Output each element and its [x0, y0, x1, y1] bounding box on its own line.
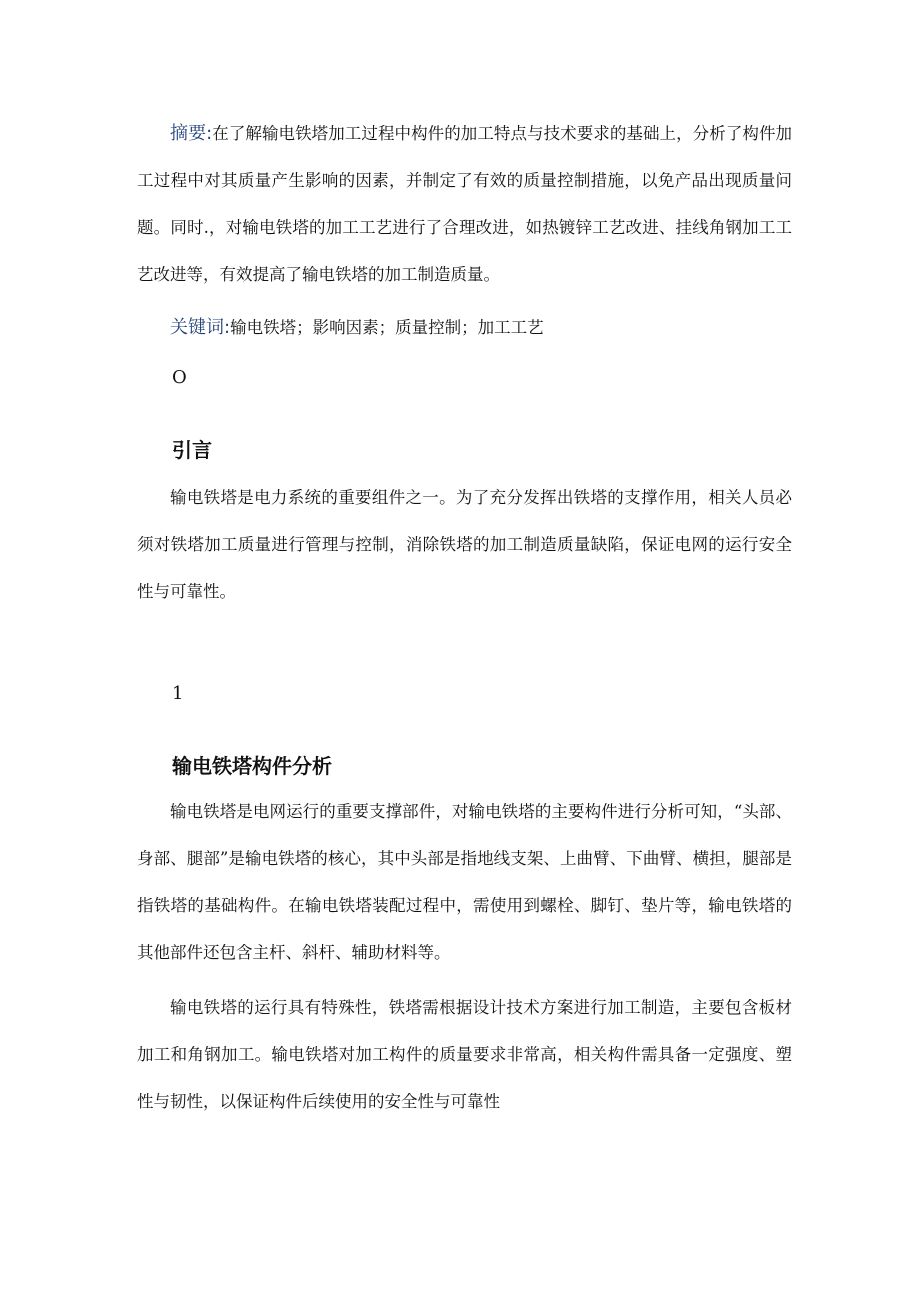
abstract-block [137, 110, 792, 298]
intro-block [137, 474, 792, 615]
keywords-text: 输电铁塔；影响因素；质量控制；加工工艺 [230, 318, 544, 337]
keywords-colon: : [224, 317, 231, 338]
abstract-label: 摘要 [170, 123, 207, 144]
section1-paragraph-1: 输电铁塔是电网运行的重要支撑部件，对输电铁塔的主要构件进行分析可知，“头部、身部、腿部”是输电铁塔的核心，其中头部是指地线支架、上曲臂、下曲臂、横担，腿部是指铁塔的基础构件。在输电铁塔装配过程中，需使用到螺栓、脚钉、垫片等，输电铁塔的其他部件还包含主杆、斜杆、辅助材料等。 [137, 802, 792, 962]
section1-heading: 输电铁塔构件分析 [172, 754, 332, 778]
intro-paragraph: 输电铁塔是电力系统的重要组件之一。为了充分发挥出铁塔的支撑作用，相关人员必须对铁塔加工质量进行管理与控制，消除铁塔的加工制造质量缺陷，保证电网的运行安全性与可靠性。 [137, 488, 792, 601]
intro-heading: 引言 [172, 438, 212, 462]
marker-o: O [172, 367, 187, 388]
abstract-text: 在了解输电铁塔加工过程中构件的加工特点与技术要求的基础上，分析了构件加工过程中对其质量产生影响的因素，并制定了有效的质量控制措施，以免产品出现质量问题。同时.，对输电铁塔的加工工艺进行了合理改进，如热镀锌工艺改进、挂线角钢加工工艺改进等，有效提高了输电铁塔的加工制造质量。 [137, 124, 793, 284]
keywords-paragraph [137, 304, 792, 351]
section1-paragraph-2: 输电铁塔的运行具有特殊性，铁塔需根据设计技术方案进行加工制造，主要包含板材加工和角钢加工。输电铁塔对加工构件的质量要求非常高，相关构件需具备一定强度、塑性与韧性，以保证构件后续使用的安全性与可靠性 [137, 998, 792, 1111]
abstract-colon: : [206, 123, 213, 144]
section1-number: 1 [172, 683, 184, 704]
keywords-label: 关键词 [170, 317, 224, 338]
abstract-paragraph [137, 110, 792, 298]
keywords-block [137, 304, 792, 351]
section1-body [137, 788, 792, 1125]
